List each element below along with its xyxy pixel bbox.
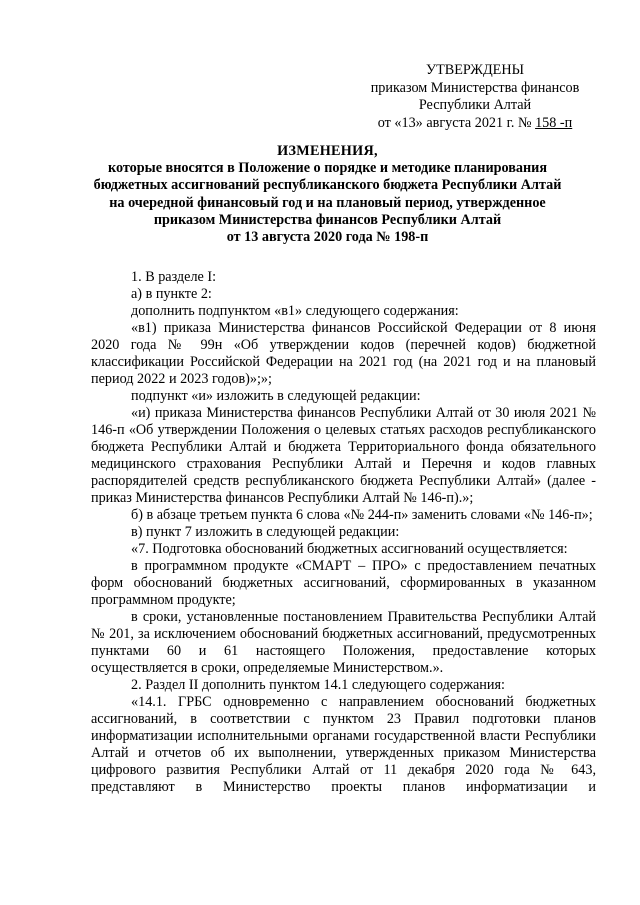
paragraph: «и) приказа Министерства финансов Республики Алтай от 30 июля 2021 № 146-п «Об утверждении Положения о целевых статьях расходов республиканского бюджета Республики Алтай и бюджета Территориального фонда обязательного медицинского страхования Республики Алтай и Перечня и кодов главных распорядителей средств республиканского бюджета Республики Алтай» (далее - приказ Министерства финансов Республики Алтай № 146-п).»; — [91, 405, 596, 506]
approval-order-number: 158 -п — [535, 114, 573, 131]
paragraph: 2. Раздел II дополнить пунктом 14.1 следующего содержания: — [131, 677, 505, 693]
paragraph: в) пункт 7 изложить в следующей редакции: — [131, 524, 400, 540]
title-line: приказом Министерства финансов Республики Алтай — [153, 211, 502, 228]
title-line: бюджетных ассигнований республиканского бюджета Республики Алтай — [93, 177, 562, 194]
title-line: от 13 августа 2020 года № 198-п — [226, 229, 429, 246]
document-title — [60, 143, 595, 246]
paragraph: б) в абзаце третьем пункта 6 слова «№ 244-п» заменить словами «№ 146-п»; — [131, 507, 593, 523]
title-main: ИЗМЕНЕНИЯ, — [277, 143, 378, 159]
paragraph: дополнить подпунктом «в1» следующего содержания: — [131, 303, 459, 319]
paragraph: а) в пункте 2: — [131, 286, 212, 302]
paragraph: в программном продукте «СМАРТ – ПРО» с предоставлением печатных форм обоснований бюджетных ассигнований, сформированных в указанном программном продукте; — [91, 558, 596, 608]
title-line: на очередной финансовый год и на плановый период, утвержденное — [109, 194, 546, 211]
paragraph: «7. Подготовка обоснований бюджетных ассигнований осуществляется: — [131, 541, 568, 557]
approval-date-text: от «13» августа 2021 г. № — [377, 114, 532, 131]
paragraph: 1. В разделе I: — [131, 269, 217, 285]
paragraph: подпункт «и» изложить в следующей редакции: — [131, 388, 421, 404]
paragraph: «в1) приказа Министерства финансов Российской Федерации от 8 июня 2020 года № 99н «Об утверждении кодов (перечней кодов) бюджетной классификации Российской Федерации на 2021 год (на 2021 год и на плановый период 2022 и 2023 годов)»;»; — [91, 320, 596, 387]
document-body — [91, 269, 596, 796]
approval-stamp — [350, 62, 600, 132]
approval-republic-line: Республики Алтай — [418, 97, 532, 113]
approval-date-line — [350, 115, 600, 133]
paragraph: «14.1. ГРБС одновременно с направлением обоснований бюджетных ассигнований, в соответствии с пунктом 23 Правил подготовки планов информатизации исполнительными органами государственной власти Республики Алтай и отчетов об их выполнении, утвержденных приказом Министерства цифрового развития Республики Алтай от 11 декабря 2020 года № 643, представляют в Министерство проекты планов информатизации и — [91, 694, 596, 795]
approval-order-line: приказом Министерства финансов — [370, 79, 580, 96]
paragraph: в сроки, установленные постановлением Правительства Республики Алтай № 201, за исключением обоснований бюджетных ассигнований, предусмотренных пунктами 60 и 61 настоящего Положения, предоставление которых осуществляется в сроки, определяемые Министерством.». — [91, 609, 596, 676]
title-line: которые вносятся в Положение о порядке и методике планирования — [107, 160, 548, 177]
approval-heading: УТВЕРЖДЕНЫ — [426, 62, 524, 78]
